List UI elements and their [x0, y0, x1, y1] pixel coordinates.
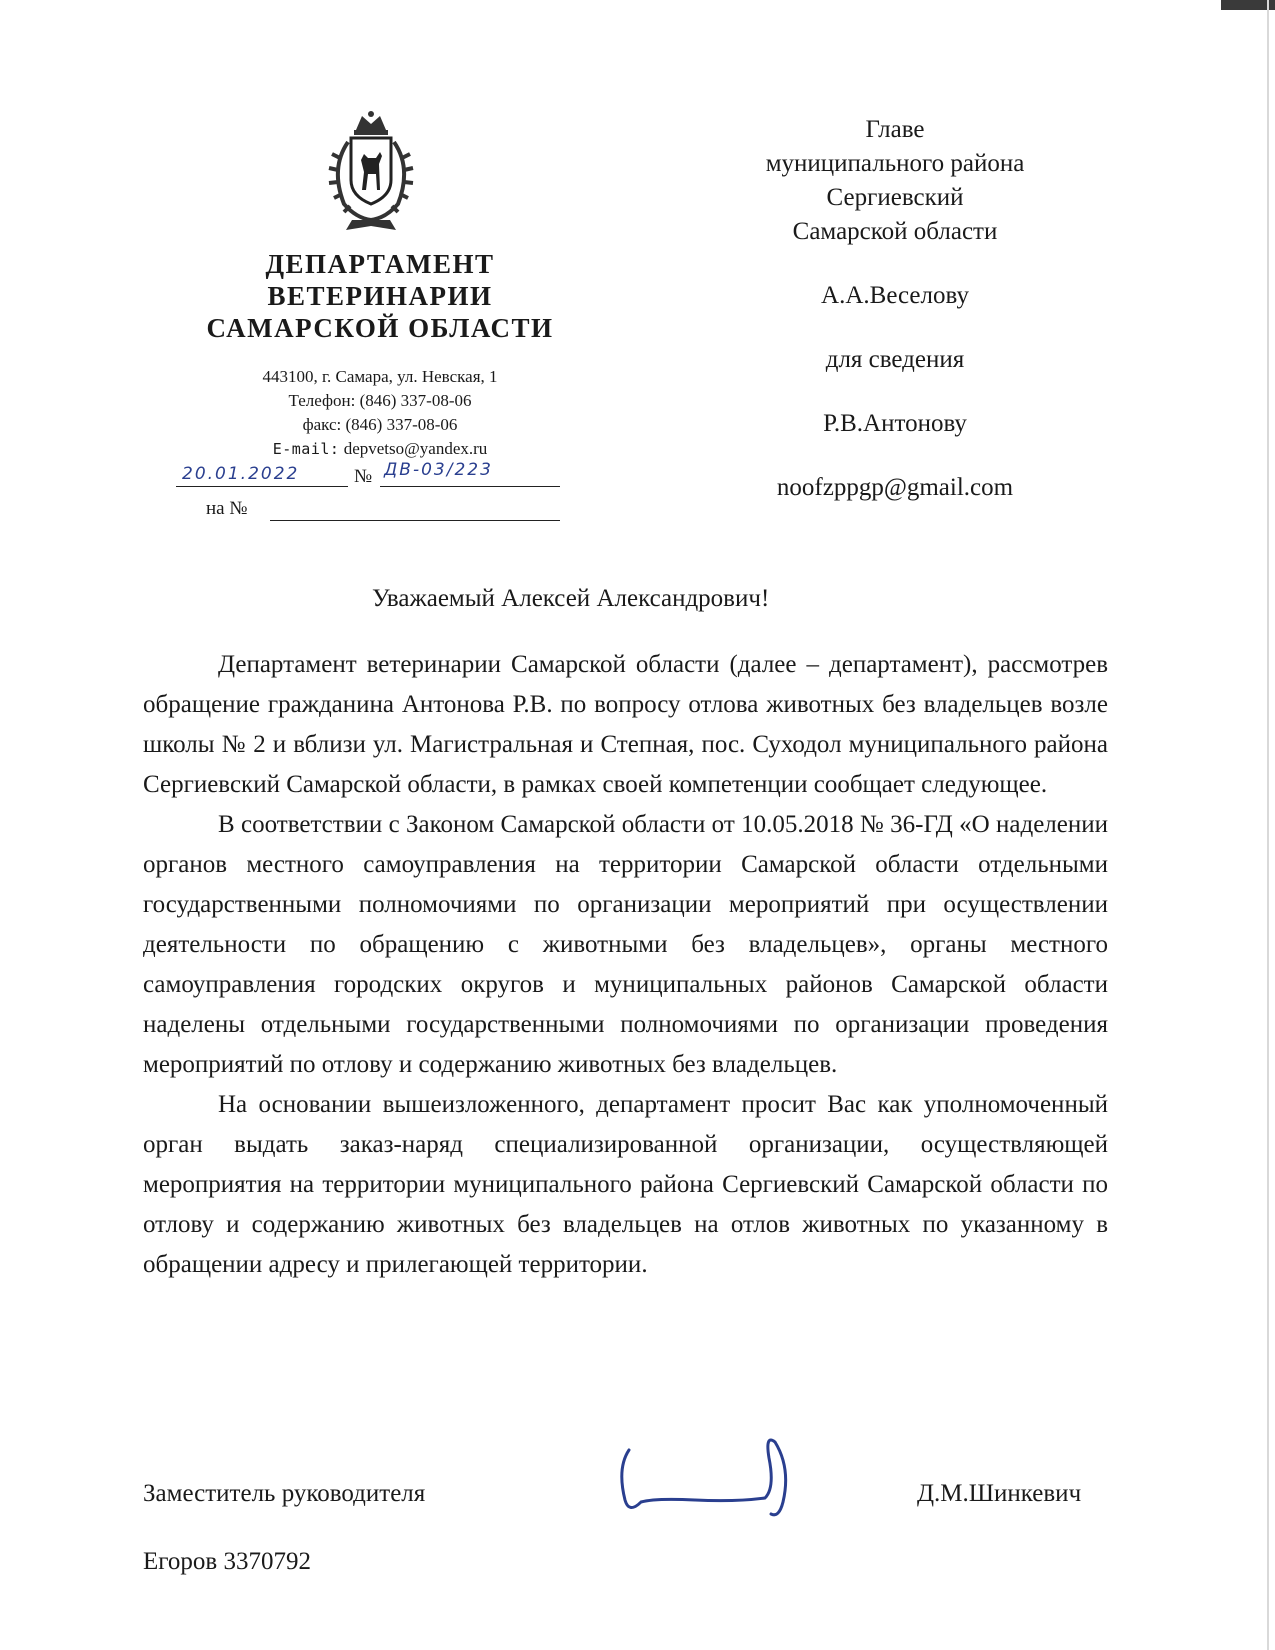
recipient-line: Главе: [865, 116, 925, 143]
sender-contacts: [170, 365, 590, 461]
signatory-name: Д.М.Шинкевич: [917, 1480, 1082, 1507]
number-underline: [380, 486, 560, 487]
outgoing-date: 20.01.2022: [182, 464, 300, 484]
sender-address: 443100, г. Самара, ул. Невская, 1: [262, 367, 498, 386]
department-name: [150, 248, 610, 344]
coat-of-arms-emblem: [318, 108, 424, 240]
body-paragraph: На основании вышеизложенного, департамент просит Вас как уполномоченный орган выдать заказ-наряд специализированной организации, осуществляющей мероприятия на территории муниципального района Сергиевский Самарской области по отлову и содержанию животных без владельцев на отлов животных по указанному в обращении адресу и прилегающей территории.: [143, 1091, 1108, 1278]
sender-phone: Телефон: (846) 337-08-06: [288, 391, 472, 410]
recipient-block: [700, 113, 1090, 505]
date-underline: [176, 486, 348, 487]
info-label: для сведения: [825, 346, 965, 373]
body-paragraph: Департамент ветеринарии Самарской области (далее – департамент), рассмотрев обращение гражданина Антонова Р.В. по вопросу отлова животных без владельцев возле школы № 2 и вблизи ул. Магистральная и Степная, пос. Суходол муниципального района Сергиевский Самарской области, в рамках своей компетенции сообщает следующее.: [143, 651, 1108, 798]
department-line: САМАРСКОЙ ОБЛАСТИ: [206, 313, 554, 343]
department-line: ДЕПАРТАМЕНТ: [265, 249, 495, 279]
reply-label: на №: [206, 498, 248, 519]
signatory-title: Заместитель руководителя: [143, 1480, 426, 1507]
number-label: №: [354, 466, 373, 487]
outgoing-number: ДВ-03/223: [384, 460, 493, 480]
handwritten-signature: [615, 1428, 815, 1528]
salutation: Уважаемый Алексей Александрович!: [372, 585, 770, 612]
reply-underline: [270, 520, 560, 521]
sender-email-row: [170, 437, 590, 461]
letter-body: [143, 645, 1108, 1285]
recipient-line: Сергиевский: [826, 184, 964, 211]
sender-email: depvetso@yandex.ru: [343, 439, 488, 458]
info-email: noofzppgp@gmail.com: [776, 474, 1014, 501]
scan-edge-line: [1267, 0, 1269, 1650]
recipient-name: А.А.Веселову: [821, 282, 969, 309]
recipient-line: муниципального района: [765, 150, 1025, 177]
body-paragraph: В соответствии с Законом Самарской области от 10.05.2018 № 36-ГД «О наделении органов местного самоуправления на территории Самарской области отдельными государственными полномочиями по организации мероприятий при осуществлении деятельности по обращению с животными без владельцев», органы местного самоуправления городских округов и муниципальных районов Самарской области наделены отдельными государственными полномочиями по организации проведения мероприятий по отлову и содержанию животных без владельцев.: [143, 811, 1108, 1078]
executor-info: Егоров 3370792: [143, 1548, 311, 1575]
sender-fax: факс: (846) 337-08-06: [302, 415, 458, 434]
email-label: E-mail:: [272, 440, 340, 458]
recipient-line: Самарской области: [792, 218, 998, 245]
department-line: ВЕТЕРИНАРИИ: [267, 281, 493, 311]
info-name: Р.В.Антонову: [823, 410, 967, 437]
